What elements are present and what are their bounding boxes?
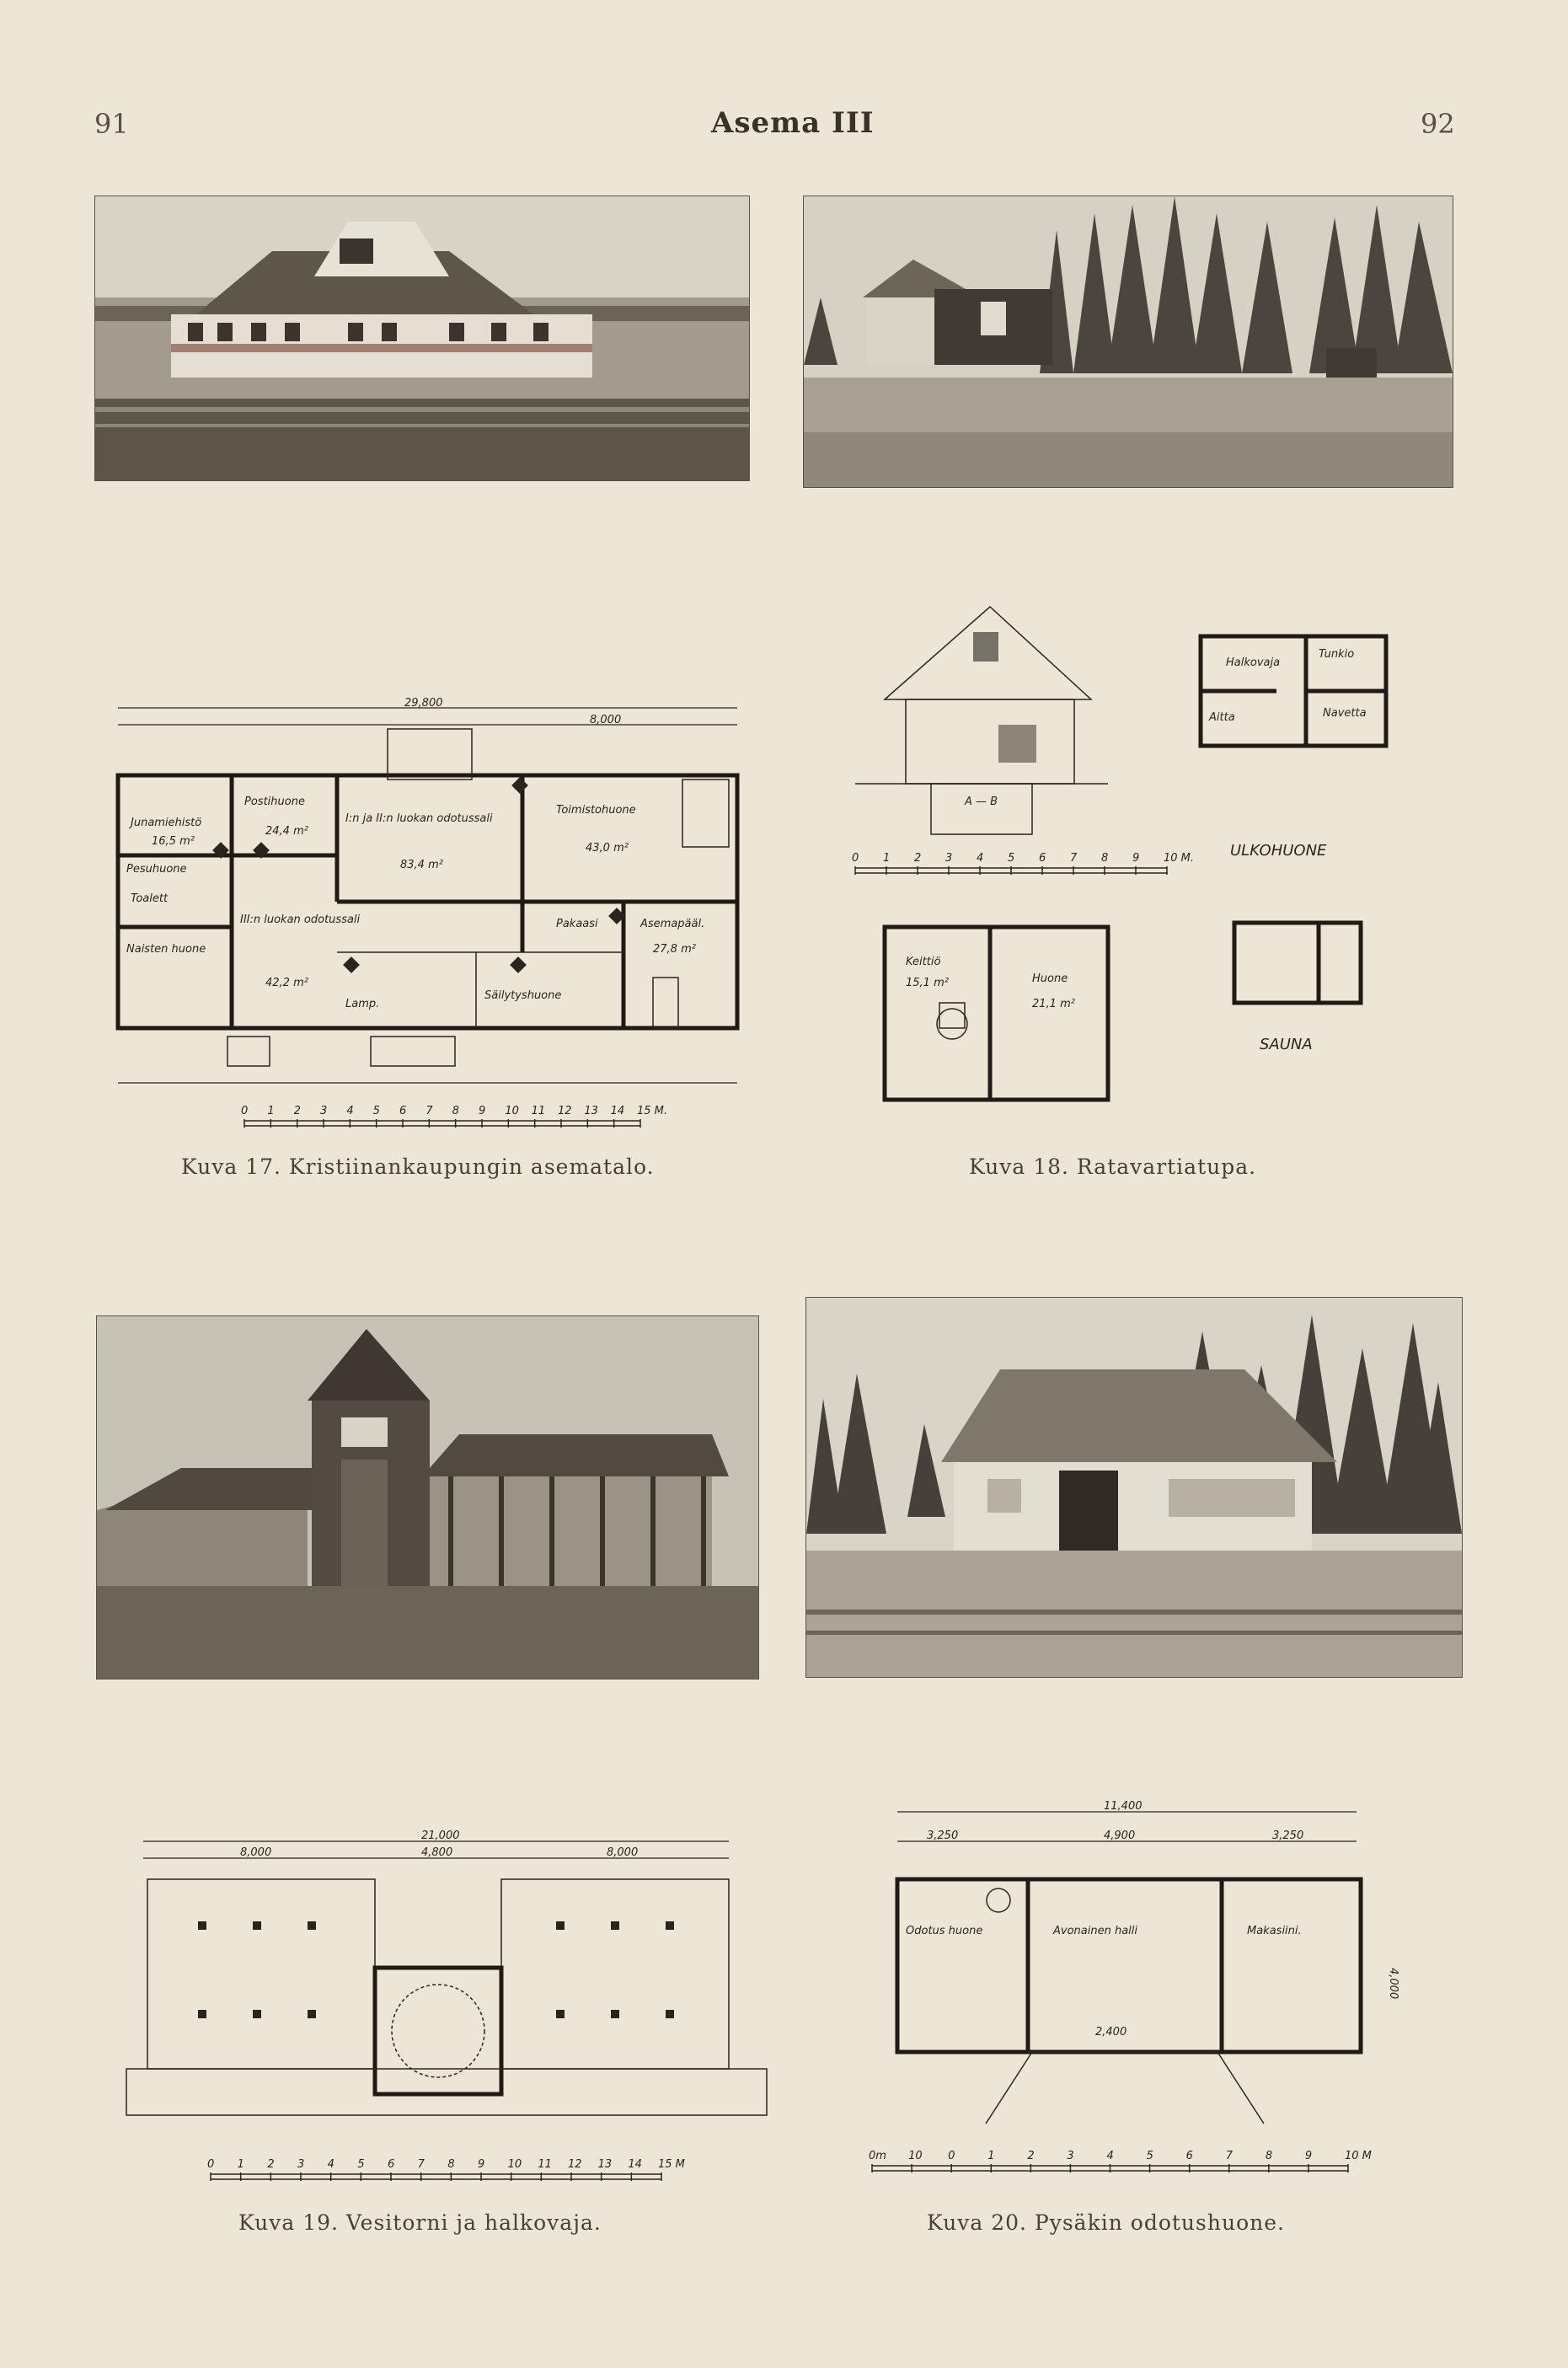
scale-tick-label: 0 — [241, 1105, 249, 1117]
photo-waiting-shelter — [806, 1298, 1462, 1677]
room-area: 21,1 m² — [1032, 998, 1075, 1010]
scale-tick-label: 0 — [852, 852, 859, 865]
room-label-toimisto: Toimistohuone — [556, 804, 636, 817]
scale-tick-label: 0 — [207, 2158, 215, 2171]
section-label: A — B — [965, 796, 998, 808]
scale-tick-label: 3 — [1067, 2150, 1074, 2162]
scale-tick-label: 7 — [1070, 852, 1078, 865]
photo-trackman-cottage — [804, 196, 1453, 487]
scale-tick-label: 8 — [1265, 2150, 1273, 2162]
scale-tick-label: 14 — [628, 2158, 642, 2171]
room-area-odotus3: 42,2 m² — [265, 977, 308, 989]
scale-tick-label: 2 — [267, 2158, 275, 2171]
scale-bar-fig17 — [241, 1105, 667, 1128]
room-label-odotus1: I:n ja II:n luokan odotussali — [345, 812, 493, 825]
scale-tick-label: 5 — [1008, 852, 1015, 865]
dim-opening: 2,400 — [1095, 2026, 1127, 2039]
scale-tick-label: 7 — [425, 1105, 433, 1117]
dim-total: 21,000 — [421, 1830, 460, 1842]
photo-water-tower — [97, 1316, 758, 1679]
page-number-left: 91 — [94, 108, 129, 140]
sauna-label: SAUNA — [1260, 1036, 1313, 1053]
scale-tick-label: 1 — [267, 1105, 275, 1117]
scale-tick-label: 11 — [531, 1105, 546, 1117]
scale-tick-label: 2 — [1027, 2150, 1035, 2162]
room-label-avonainen: Avonainen halli — [1053, 1925, 1138, 1937]
room-label-odotus3: III:n luokan odotussali — [240, 913, 361, 926]
scale-tick-label: 7 — [1225, 2150, 1234, 2162]
scale-tick-label: 15 M — [658, 2158, 685, 2171]
scale-tick-label: 1 — [237, 2158, 244, 2171]
room-area-odotus1: 83,4 m² — [400, 859, 443, 871]
scale-tick-label: 9 — [1132, 852, 1140, 865]
scale-tick-label: 13 — [597, 2158, 613, 2171]
scale-tick-label: 4 — [1106, 2150, 1114, 2162]
dim-right: 3,250 — [1272, 1830, 1304, 1842]
ulkohuone-label: ULKOHUONE — [1230, 842, 1327, 860]
scale-tick-label: 10 — [505, 1105, 519, 1117]
scale-tick-label: 8 — [447, 2158, 455, 2171]
dim-total-label: 29,800 — [404, 697, 443, 710]
scale-tick-label: 2 — [914, 852, 922, 865]
scale-tick-label: 8 — [1101, 852, 1109, 865]
room-label-pesuhuone: Pesuhuone — [126, 863, 187, 876]
scale-tick-label: 3 — [320, 1105, 328, 1117]
scale-tick-label: 1 — [987, 2150, 995, 2162]
scale-tick-label: 5 — [357, 2158, 365, 2171]
dim-depth: 4,000 — [1387, 1968, 1399, 2000]
caption-fig19: Kuva 19. Vesitorni ja halkovaja. — [238, 2210, 602, 2235]
dim-left: 3,250 — [927, 1830, 959, 1842]
dim-right: 8,000 — [607, 1846, 639, 1859]
dim-left: 8,000 — [240, 1846, 272, 1859]
scale-tick-label: 12 — [558, 1105, 572, 1117]
kitchen-label: Keittiö — [906, 956, 941, 968]
scale-tick-label: 5 — [1146, 2150, 1153, 2162]
room-label-asemapaal: Asemapääl. — [640, 918, 705, 930]
scale-tick-label: 4 — [327, 2158, 334, 2171]
scale-tick-label: 4 — [977, 852, 984, 865]
plan-trackman-cottage — [838, 598, 1445, 1146]
scale-tick-label: 10 — [507, 2158, 522, 2171]
plan-station-building — [101, 699, 750, 1138]
photo-station-building — [95, 196, 749, 480]
scale-tick-label: 5 — [372, 1105, 380, 1117]
running-title: Asema III — [711, 106, 875, 140]
room-area-posti: 24,4 m² — [265, 825, 308, 838]
plan-waiting-shelter — [851, 1799, 1441, 2195]
dim-sub-label: 8,000 — [590, 714, 622, 726]
scale-bar-fig20 — [869, 2150, 1372, 2172]
scale-tick-label: 3 — [945, 852, 953, 865]
scale-bar-fig19 — [207, 2158, 685, 2181]
scale-tick-label: 10 M — [1345, 2150, 1372, 2162]
scale-tick-label: 9 — [478, 2158, 485, 2171]
room-label-junamies: Junamiehistö — [131, 817, 202, 829]
room-label-naisten: Naisten huone — [126, 943, 206, 956]
plan-water-tower — [101, 1829, 775, 2199]
scale-tick-label: 13 — [584, 1105, 598, 1117]
navetta-label: Navetta — [1323, 707, 1367, 720]
room-label-sailytys: Säilytyshuone — [484, 989, 562, 1002]
scale-tick-label: 1 — [883, 852, 891, 865]
room-label: Huone — [1032, 972, 1068, 985]
scale-tick-label: 6 — [1185, 2150, 1193, 2162]
room-label-toalett: Toalett — [131, 892, 169, 905]
dim-mid: 4,900 — [1104, 1830, 1136, 1842]
room-label-pakaasi: Pakaasi — [556, 918, 598, 930]
caption-fig17: Kuva 17. Kristiinankaupungin asematalo. — [181, 1155, 655, 1179]
scale-tick-label: 3 — [297, 2158, 305, 2171]
room-area-asemapaal: 27,8 m² — [653, 943, 696, 956]
caption-fig18: Kuva 18. Ratavartiatupa. — [969, 1155, 1257, 1179]
scale-tick-label: 10 M. — [1164, 852, 1195, 865]
dim-mid: 4,800 — [421, 1846, 453, 1859]
room-label-odotus: Odotus huone — [906, 1925, 983, 1937]
scale-tick-label: 6 — [388, 2158, 395, 2171]
room-area-toimisto: 43,0 m² — [586, 842, 629, 855]
scale-tick-label: 9 — [1304, 2150, 1313, 2162]
room-label-lamp: Lamp. — [345, 998, 380, 1010]
scale-tick-label: 14 — [610, 1105, 625, 1117]
scale-tick-label: 6 — [399, 1105, 407, 1117]
caption-fig20: Kuva 20. Pysäkin odotushuone. — [927, 2210, 1285, 2235]
scale-bar-fig18 — [852, 852, 1194, 875]
dim-total: 11,400 — [1104, 1800, 1143, 1813]
tunkio-label: Tunkio — [1319, 648, 1355, 661]
page-number-right: 92 — [1421, 108, 1455, 140]
scale-tick-label: 0m — [869, 2150, 886, 2162]
scale-tick-label: 12 — [568, 2158, 582, 2171]
scale-tick-label: 9 — [479, 1105, 486, 1117]
scale-tick-label: 15 M. — [637, 1105, 668, 1117]
scale-tick-label: 11 — [538, 2158, 552, 2171]
room-area-junamies: 16,5 m² — [152, 835, 195, 848]
scale-tick-label: 2 — [293, 1105, 301, 1117]
halkovaja-label: Halkovaja — [1226, 656, 1281, 669]
room-label-makasiini: Makasiini. — [1247, 1925, 1302, 1937]
scale-tick-label: 7 — [417, 2158, 425, 2171]
aitta-label: Aitta — [1209, 711, 1235, 724]
scale-tick-label: 10 — [908, 2150, 923, 2162]
scale-tick-label: 6 — [1039, 852, 1046, 865]
kitchen-area: 15,1 m² — [906, 977, 949, 989]
scale-tick-label: 8 — [452, 1105, 459, 1117]
scale-tick-label: 4 — [346, 1105, 354, 1117]
scale-tick-label: 0 — [948, 2150, 955, 2162]
room-label-posti: Postihuone — [244, 796, 305, 808]
